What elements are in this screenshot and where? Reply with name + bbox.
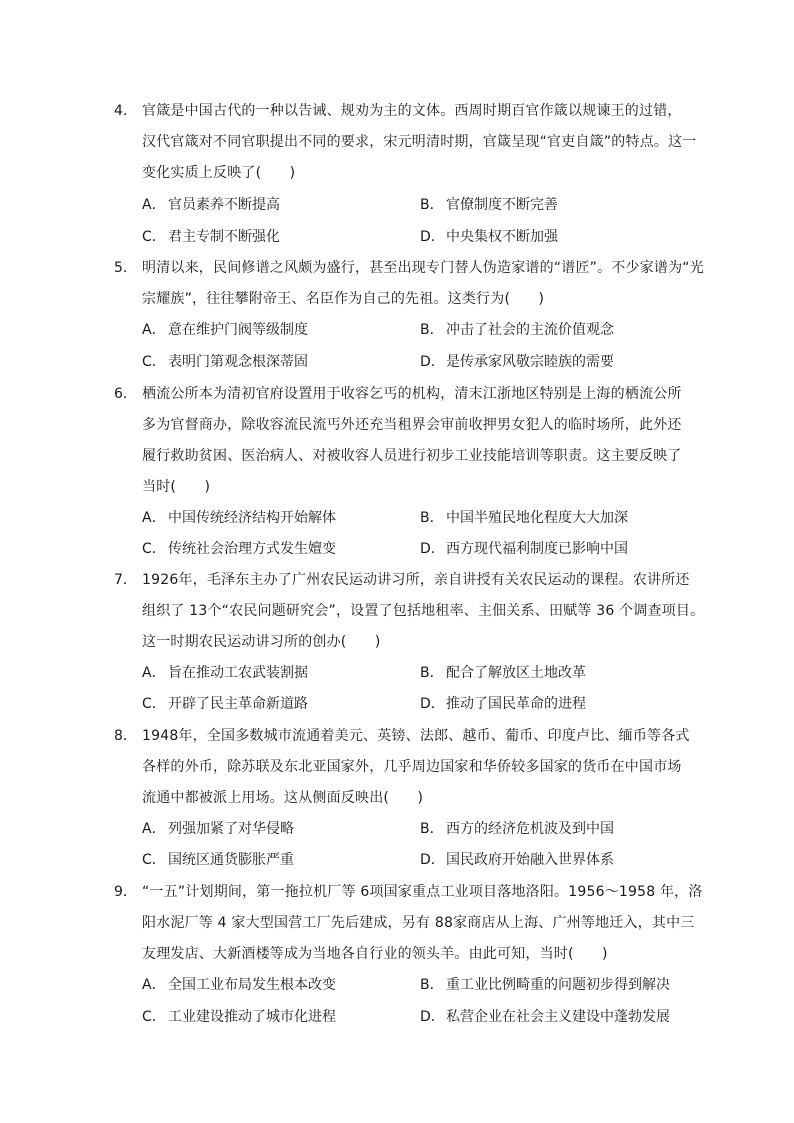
option-letter: A． bbox=[142, 665, 166, 681]
option-text: 旨在推动工农武装割据 bbox=[168, 665, 308, 681]
option-text: 官僚制度不断完善 bbox=[446, 197, 558, 213]
option-text: 传统社会治理方式发生嬗变 bbox=[168, 541, 336, 557]
stem-line: 组织了 13个“农民问题研究会”，设置了包括地租率、主佃关系、田赋等 36 个调查项目。 bbox=[142, 603, 705, 619]
stem-line: 1948年，全国多数城市流通着美元、英镑、法郎、越币、葡币、印度卢比、缅币等各式 bbox=[142, 728, 690, 744]
option-b bbox=[420, 970, 670, 1000]
option-letter: D． bbox=[420, 354, 445, 370]
option-letter: A． bbox=[142, 197, 166, 213]
stem-line: “一五”计划期间，第一拖拉机厂等 6项国家重点工业项目落地洛阳。1956～1958 年，洛 bbox=[142, 884, 703, 900]
option-letter: C． bbox=[142, 696, 166, 712]
stem-line: 阳水泥厂等 4 家大型国营工厂先后建成，另有 88家商店从上海、广州等地迁入，其中三 bbox=[142, 915, 695, 931]
stem-line: 各样的外币，除苏联及东北亚国家外，几乎周边国家和华侨较多国家的货币在中国市场 bbox=[142, 759, 682, 775]
stem-line: 官箴是中国古代的一种以告诫、规劝为主的文体。西周时期百官作箴以规谏王的过错， bbox=[142, 103, 682, 119]
option-letter: C． bbox=[142, 354, 166, 370]
stem-line: 当时( ) bbox=[142, 479, 211, 495]
option-text: 开辟了民主革命新道路 bbox=[168, 696, 308, 712]
question-stem bbox=[142, 96, 697, 189]
option-letter: B． bbox=[420, 821, 444, 837]
option-a bbox=[142, 503, 336, 533]
option-b bbox=[420, 190, 558, 220]
option-letter: D． bbox=[420, 229, 445, 245]
question-number: 5． bbox=[114, 260, 137, 276]
stem-line: 友理发店、大新酒楼等成为当地各自行业的领头羊。由此可知，当时( ) bbox=[142, 946, 608, 962]
option-text: 推动了国民革命的进程 bbox=[446, 696, 586, 712]
question-number: 7． bbox=[114, 572, 137, 588]
question-stem bbox=[142, 379, 682, 503]
option-letter: D． bbox=[420, 1009, 445, 1025]
option-c bbox=[142, 1002, 336, 1032]
option-letter: B． bbox=[420, 665, 444, 681]
stem-line: 1926年，毛泽东主办了广州农民运动讲习所，亲自讲授有关农民运动的课程。农讲所还 bbox=[142, 572, 690, 588]
option-a bbox=[142, 814, 294, 844]
stem-line: 流通中都被派上用场。这从侧面反映出( ) bbox=[142, 790, 424, 806]
option-d bbox=[420, 1002, 670, 1032]
option-text: 中国半殖民地化程度大大加深 bbox=[446, 510, 628, 526]
option-letter: B． bbox=[420, 977, 444, 993]
question-number: 8． bbox=[114, 728, 137, 744]
option-text: 西方现代福利制度已影响中国 bbox=[446, 541, 628, 557]
option-letter: C． bbox=[142, 852, 166, 868]
question-number: 4． bbox=[114, 103, 137, 119]
option-c bbox=[142, 845, 294, 875]
option-text: 表明门第观念根深蒂固 bbox=[168, 354, 308, 370]
option-letter: A． bbox=[142, 510, 166, 526]
option-letter: C． bbox=[142, 1009, 166, 1025]
option-text: 中国传统经济结构开始解体 bbox=[168, 510, 336, 526]
option-text: 列强加紧了对华侵略 bbox=[168, 821, 294, 837]
option-text: 私营企业在社会主义建设中蓬勃发展 bbox=[446, 1009, 670, 1025]
option-letter: A． bbox=[142, 821, 166, 837]
option-letter: C． bbox=[142, 229, 166, 245]
option-text: 冲击了社会的主流价值观念 bbox=[446, 322, 614, 338]
option-text: 官员素养不断提高 bbox=[168, 197, 280, 213]
option-letter: A． bbox=[142, 322, 166, 338]
question-stem bbox=[142, 253, 704, 315]
stem-line: 变化实质上反映了( ) bbox=[142, 165, 296, 181]
option-d bbox=[420, 845, 614, 875]
option-a bbox=[142, 190, 280, 220]
option-a bbox=[142, 970, 336, 1000]
option-letter: D． bbox=[420, 541, 445, 557]
option-a bbox=[142, 658, 308, 688]
option-b bbox=[420, 503, 628, 533]
option-letter: C． bbox=[142, 541, 166, 557]
option-text: 重工业比例畸重的问题初步得到解决 bbox=[446, 977, 670, 993]
option-letter: D． bbox=[420, 852, 445, 868]
option-text: 意在维护门阀等级制度 bbox=[168, 322, 308, 338]
option-text: 中央集权不断加强 bbox=[446, 229, 558, 245]
option-c bbox=[142, 222, 280, 252]
question-stem bbox=[142, 565, 705, 658]
stem-line: 宗耀族”，往往攀附帝王、名臣作为自己的先祖。这类行为( ) bbox=[142, 291, 545, 307]
option-a bbox=[142, 315, 308, 345]
stem-line: 明清以来，民间修谱之风颇为盛行，甚至出现专门替人伪造家谱的“谱匠”。不少家谱为“光 bbox=[142, 260, 704, 276]
option-d bbox=[420, 534, 628, 564]
option-letter: B． bbox=[420, 322, 444, 338]
stem-line: 汉代官箴对不同官职提出不同的要求，宋元明清时期，官箴呈现“官吏自箴”的特点。这一 bbox=[142, 134, 697, 150]
option-d bbox=[420, 222, 558, 252]
stem-line: 这一时期农民运动讲习所的创办( ) bbox=[142, 634, 381, 650]
option-d bbox=[420, 689, 586, 719]
option-b bbox=[420, 658, 586, 688]
question-number: 6． bbox=[114, 386, 137, 402]
option-letter: B． bbox=[420, 197, 444, 213]
question-stem bbox=[142, 721, 690, 814]
option-c bbox=[142, 347, 308, 377]
question-stem bbox=[142, 877, 703, 970]
option-text: 是传承家风敬宗睦族的需要 bbox=[446, 354, 614, 370]
option-letter: A． bbox=[142, 977, 166, 993]
option-text: 西方的经济危机波及到中国 bbox=[446, 821, 614, 837]
option-text: 配合了解放区土地改革 bbox=[446, 665, 586, 681]
option-d bbox=[420, 347, 614, 377]
option-text: 国统区通货膨胀严重 bbox=[168, 852, 294, 868]
option-b bbox=[420, 814, 614, 844]
option-text: 君主专制不断强化 bbox=[168, 229, 280, 245]
option-text: 国民政府开始融入世界体系 bbox=[446, 852, 614, 868]
option-c bbox=[142, 534, 336, 564]
stem-line: 栖流公所本为清初官府设置用于收容乞丐的机构，清末江浙地区特别是上海的栖流公所 bbox=[142, 386, 682, 402]
stem-line: 履行救助贫困、医治病人、对被收容人员进行初步工业技能培训等职责。这主要反映了 bbox=[142, 448, 682, 464]
option-c bbox=[142, 689, 308, 719]
option-letter: B． bbox=[420, 510, 444, 526]
option-text: 工业建设推动了城市化进程 bbox=[168, 1009, 336, 1025]
option-letter: D． bbox=[420, 696, 445, 712]
question-number: 9． bbox=[114, 884, 137, 900]
option-b bbox=[420, 315, 614, 345]
option-text: 全国工业布局发生根本改变 bbox=[168, 977, 336, 993]
stem-line: 多为官督商办，除收容流民流丐外还充当租界会审前收押男女犯人的临时场所，此外还 bbox=[142, 417, 682, 433]
